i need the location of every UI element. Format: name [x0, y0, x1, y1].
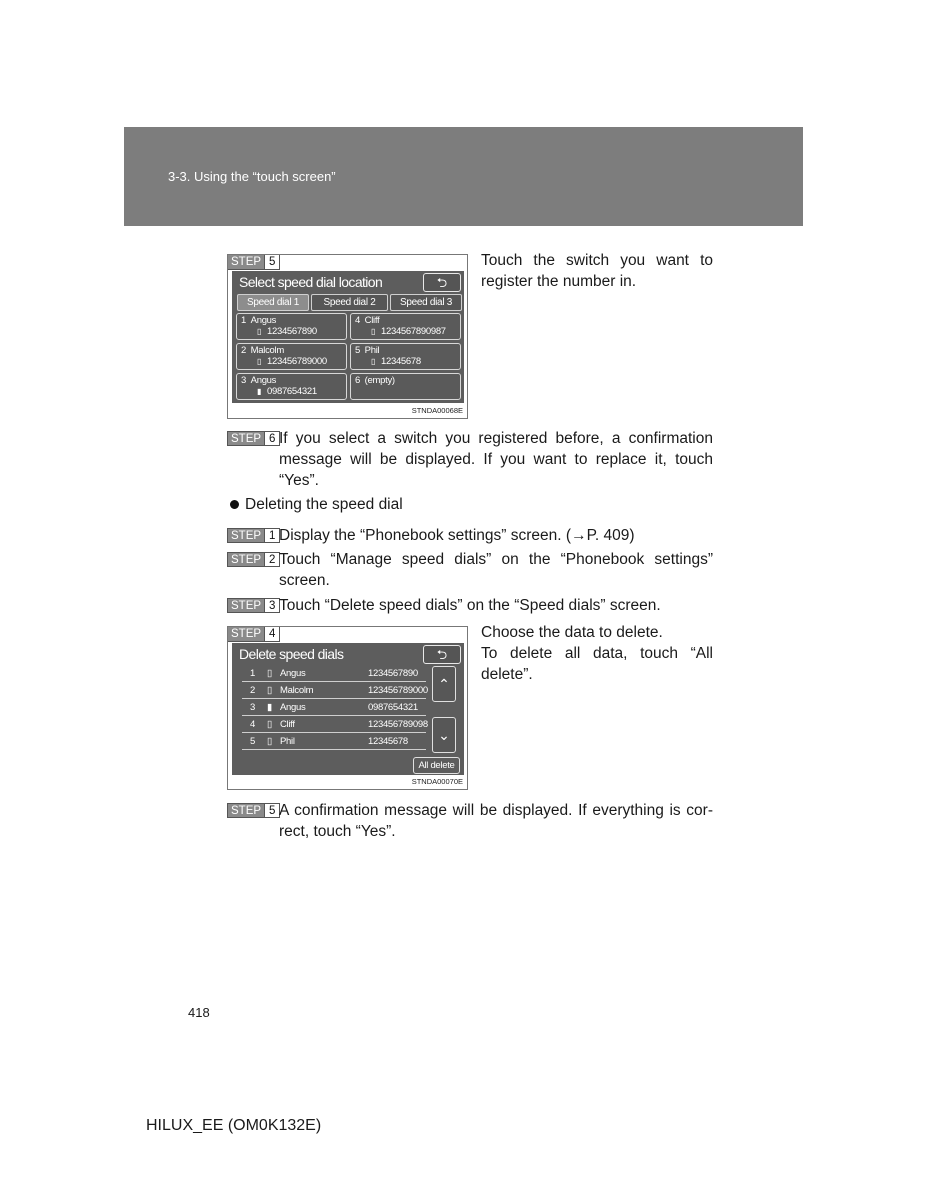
row-index: 3 [250, 702, 255, 713]
row-index: 2 [250, 685, 255, 696]
speed-dial-slot[interactable] [350, 343, 461, 370]
step-number: 3 [264, 599, 279, 612]
slot-name: Phil [364, 345, 380, 356]
figure-delete-speed-dials [227, 626, 468, 790]
step-2-text: Touch “Manage speed dials” on the “Phonebook settings” screen. [279, 551, 713, 589]
home-phone-icon: ▮ [267, 702, 272, 713]
mobile-phone-icon: ▯ [257, 327, 262, 336]
row-name: Angus [280, 668, 306, 679]
bullet-icon [230, 500, 239, 509]
mobile-phone-icon: ▯ [257, 357, 262, 366]
row-name: Phil [280, 736, 295, 747]
figure-select-speed-dial [227, 254, 468, 419]
figure-code: STNDA00070E [411, 777, 463, 786]
step-badge [227, 552, 280, 567]
slot-number: 1234567890 [267, 326, 317, 337]
slot-number: 0987654321 [267, 386, 317, 397]
tab-speed-dial-2[interactable]: Speed dial 2 [311, 294, 388, 311]
slot-index: 4 [355, 315, 360, 326]
step-label: STEP [228, 804, 264, 817]
step-number: 5 [264, 255, 279, 269]
screen-title: Select speed dial location [239, 274, 383, 290]
row-number: 0987654321 [368, 702, 418, 713]
tab-speed-dial-1[interactable]: Speed dial 1 [237, 294, 309, 311]
step-badge [228, 255, 280, 270]
step-badge [227, 528, 280, 543]
step-number: 2 [264, 553, 279, 566]
step-5-text: A confirmation message will be displayed. If everything is cor-rect, touch “Yes”. [279, 802, 713, 840]
step-label: STEP [228, 432, 264, 445]
step-label: STEP [228, 627, 264, 641]
mobile-phone-icon: ▯ [371, 357, 376, 366]
mobile-phone-icon: ▯ [267, 719, 272, 730]
step-number: 6 [264, 432, 279, 445]
screen-delete-speed-dials [232, 643, 464, 775]
speed-dial-row[interactable] [242, 735, 426, 750]
tab-speed-dial-3[interactable]: Speed dial 3 [390, 294, 462, 311]
mobile-phone-icon: ▯ [267, 685, 272, 696]
all-delete-button[interactable]: All delete [413, 757, 460, 774]
row-number: 12345678 [368, 736, 408, 747]
speed-dial-row[interactable] [242, 701, 426, 716]
slot-name: Cliff [364, 315, 380, 326]
row-number: 1234567890 [368, 668, 418, 679]
step-badge [227, 803, 280, 818]
step-badge [227, 431, 280, 446]
step-1-text: Display the “Phonebook settings” screen. (→P. 409) [279, 527, 635, 544]
slot-name: Malcolm [250, 345, 284, 356]
step-3-text: Touch “Delete speed dials” on the “Speed dials” screen. [279, 597, 661, 614]
slot-index: 1 [241, 315, 246, 326]
figure-1-caption: Touch the switch you want to register the number in. [481, 252, 713, 290]
slot-name: Angus [250, 375, 277, 386]
row-number: 123456789098 [368, 719, 428, 730]
step-badge [228, 627, 280, 642]
figure-code: STNDA00068E [411, 406, 463, 415]
slot-name: Angus [250, 315, 277, 326]
figure-2-caption-line-1: Choose the data to delete. [481, 624, 663, 641]
row-name: Angus [280, 702, 306, 713]
step-badge [227, 598, 280, 613]
scroll-down-button[interactable] [432, 717, 456, 753]
speed-dial-slot[interactable] [236, 313, 347, 340]
slot-number: 1234567890987 [381, 326, 446, 337]
screen-title: Delete speed dials [239, 646, 344, 662]
section-header [124, 127, 803, 226]
bullet-heading: Deleting the speed dial [245, 496, 403, 513]
figure-2-caption-line-2: To delete all data, touch “All delete”. [481, 645, 713, 683]
screen-select-speed-dial [232, 271, 464, 403]
row-name: Malcolm [280, 685, 314, 696]
chevron-down-icon: ⌄ [438, 727, 450, 743]
row-index: 4 [250, 719, 255, 730]
slot-index: 5 [355, 345, 360, 356]
speed-dial-slot[interactable] [350, 313, 461, 340]
row-index: 5 [250, 736, 255, 747]
slot-index: 6 [355, 375, 360, 386]
chevron-up-icon: ⌃ [438, 676, 450, 692]
slot-index: 3 [241, 375, 246, 386]
step-6-text: If you select a switch you registered before, a confirmation message will be displayed. If you want to replace it, touch “Yes”. [279, 430, 713, 489]
step-label: STEP [228, 553, 264, 566]
slot-number: 123456789000 [267, 356, 327, 367]
page-number: 418 [188, 1005, 210, 1020]
section-title: 3-3. Using the “touch screen” [168, 169, 336, 184]
speed-dial-row[interactable] [242, 718, 426, 733]
home-phone-icon: ▮ [257, 387, 262, 396]
back-button[interactable]: ⮌ [423, 273, 461, 292]
back-button[interactable]: ⮌ [423, 645, 461, 664]
step-label: STEP [228, 599, 264, 612]
slot-number: 12345678 [381, 356, 421, 367]
speed-dial-slot[interactable] [350, 373, 461, 400]
step-label: STEP [228, 255, 264, 269]
speed-dial-slot[interactable] [236, 343, 347, 370]
mobile-phone-icon: ▯ [267, 736, 272, 747]
step-number: 5 [264, 804, 279, 817]
row-number: 123456789000 [368, 685, 428, 696]
mobile-phone-icon: ▯ [371, 327, 376, 336]
step-number: 1 [264, 529, 279, 542]
slot-index: 2 [241, 345, 246, 356]
speed-dial-row[interactable] [242, 684, 426, 699]
row-index: 1 [250, 668, 255, 679]
mobile-phone-icon: ▯ [267, 668, 272, 679]
speed-dial-row[interactable] [242, 667, 426, 682]
row-name: Cliff [280, 719, 295, 730]
scroll-up-button[interactable] [432, 666, 456, 702]
step-label: STEP [228, 529, 264, 542]
slot-name: (empty) [364, 375, 395, 386]
step-number: 4 [264, 627, 279, 641]
speed-dial-slot[interactable] [236, 373, 347, 400]
footer-code: HILUX_EE (OM0K132E) [146, 1117, 322, 1134]
